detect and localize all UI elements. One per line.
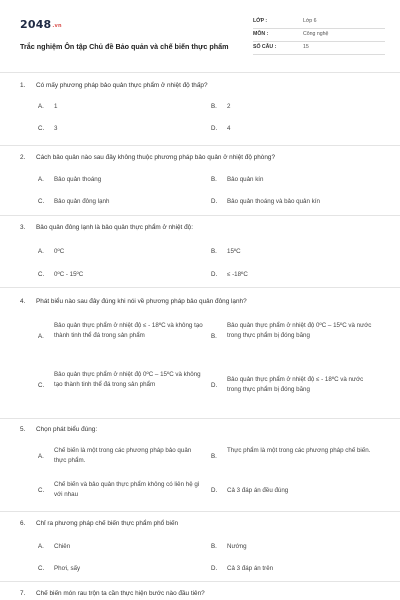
question-text: 4. Phát biểu nào sau đây đúng khi nói về phương pháp bảo quản đông lạnh?: [20, 298, 247, 305]
divider: [0, 418, 400, 419]
question-6: 6. Chỉ ra phương pháp chế biến thực phẩm phổ biến A. Chiên B. Nướng C. Phơi, sấy D. Cả 3 đáp án trên: [20, 520, 274, 572]
divider: [0, 287, 400, 288]
meta-class: LỚP : Lớp 6: [253, 16, 385, 29]
question-5: 5. Chọn phát biểu đúng: A. Chế biến là một trong các phương pháp bảo quản thực phẩm. B. Thực phẩm là một trong các phương pháp chế biến. C. Chế biến và bảo quản thực phẩm không có liên hệ gì với nhau D. Cả 3 đáp án đều đúng: [20, 426, 371, 498]
question-text: 5. Chọn phát biểu đúng:: [20, 426, 98, 433]
question-text: 3. Bảo quản đông lạnh là bảo quản thực phẩm ở nhiệt độ:: [20, 224, 193, 231]
question-text: 1. Có mấy phương pháp bảo quản thực phẩm ở nhiệt độ thấp?: [20, 82, 208, 89]
quiz-header: [20, 12, 385, 62]
meta-subject: MÔN : Công nghệ: [253, 29, 385, 42]
question-text: 6. Chỉ ra phương pháp chế biến thực phẩm phổ biến: [20, 520, 179, 527]
divider: [0, 145, 400, 146]
question-7: [20, 589, 385, 600]
quiz-meta: [253, 16, 385, 55]
question-3: 3. Bảo quản đông lạnh là bảo quản thực phẩm ở nhiệt độ: A. 0ºC B. 15ºC C. 0ºC - 15ºC D. ≤ -18ºC: [20, 224, 248, 278]
quiz-title: Trắc nghiệm Ôn tập Chủ đề Bảo quản và chế biến thực phẩm: [20, 42, 229, 51]
site-logo[interactable]: 2048.vn: [20, 18, 62, 31]
question-2: 2. Cách bảo quản nào sau đây không thuộc phương pháp bảo quản ở nhiệt độ phòng? A. Bảo quản thoáng B. Bảo quản kín C. Bảo quản đông lạnh D. Bảo quản thoáng và bảo quản kín: [20, 154, 320, 205]
divider: [0, 215, 400, 216]
divider: [0, 72, 400, 73]
divider: [0, 581, 400, 582]
meta-count: SỐ CÂU : 15: [253, 42, 385, 55]
question-text: 2. Cách bảo quản nào sau đây không thuộc phương pháp bảo quản ở nhiệt độ phòng?: [20, 154, 276, 161]
divider: [0, 511, 400, 512]
question-1: 1. Có mấy phương pháp bảo quản thực phẩm ở nhiệt độ thấp? A. 1 B. 2 C. 3 D. 4: [20, 82, 231, 132]
question-4: 4. Phát biểu nào sau đây đúng khi nói về phương pháp bảo quản đông lạnh? A. Bảo quản thực phẩm ở nhiệt độ ≤ - 18ºC và không tạo thành tinh thể đá trong sản phẩm B. Bảo quản thực phẩm ở nhiệt độ 0ºC – 15ºC và nước trong thực phẩm bị đóng băng C. Bảo quản thực phẩm ở nhiệt độ 0ºC – 15ºC và không tạo thành tinh thể đá trong sản phẩm D. Bảo quản thực phẩm ở nhiệt độ ≤ - 18ºC và nước trong thực phẩm bị đóng băng: [20, 298, 372, 393]
question-text: 7. Chế biến món rau trộn ta cần thực hiện bước nào đầu tiên?: [20, 590, 205, 597]
